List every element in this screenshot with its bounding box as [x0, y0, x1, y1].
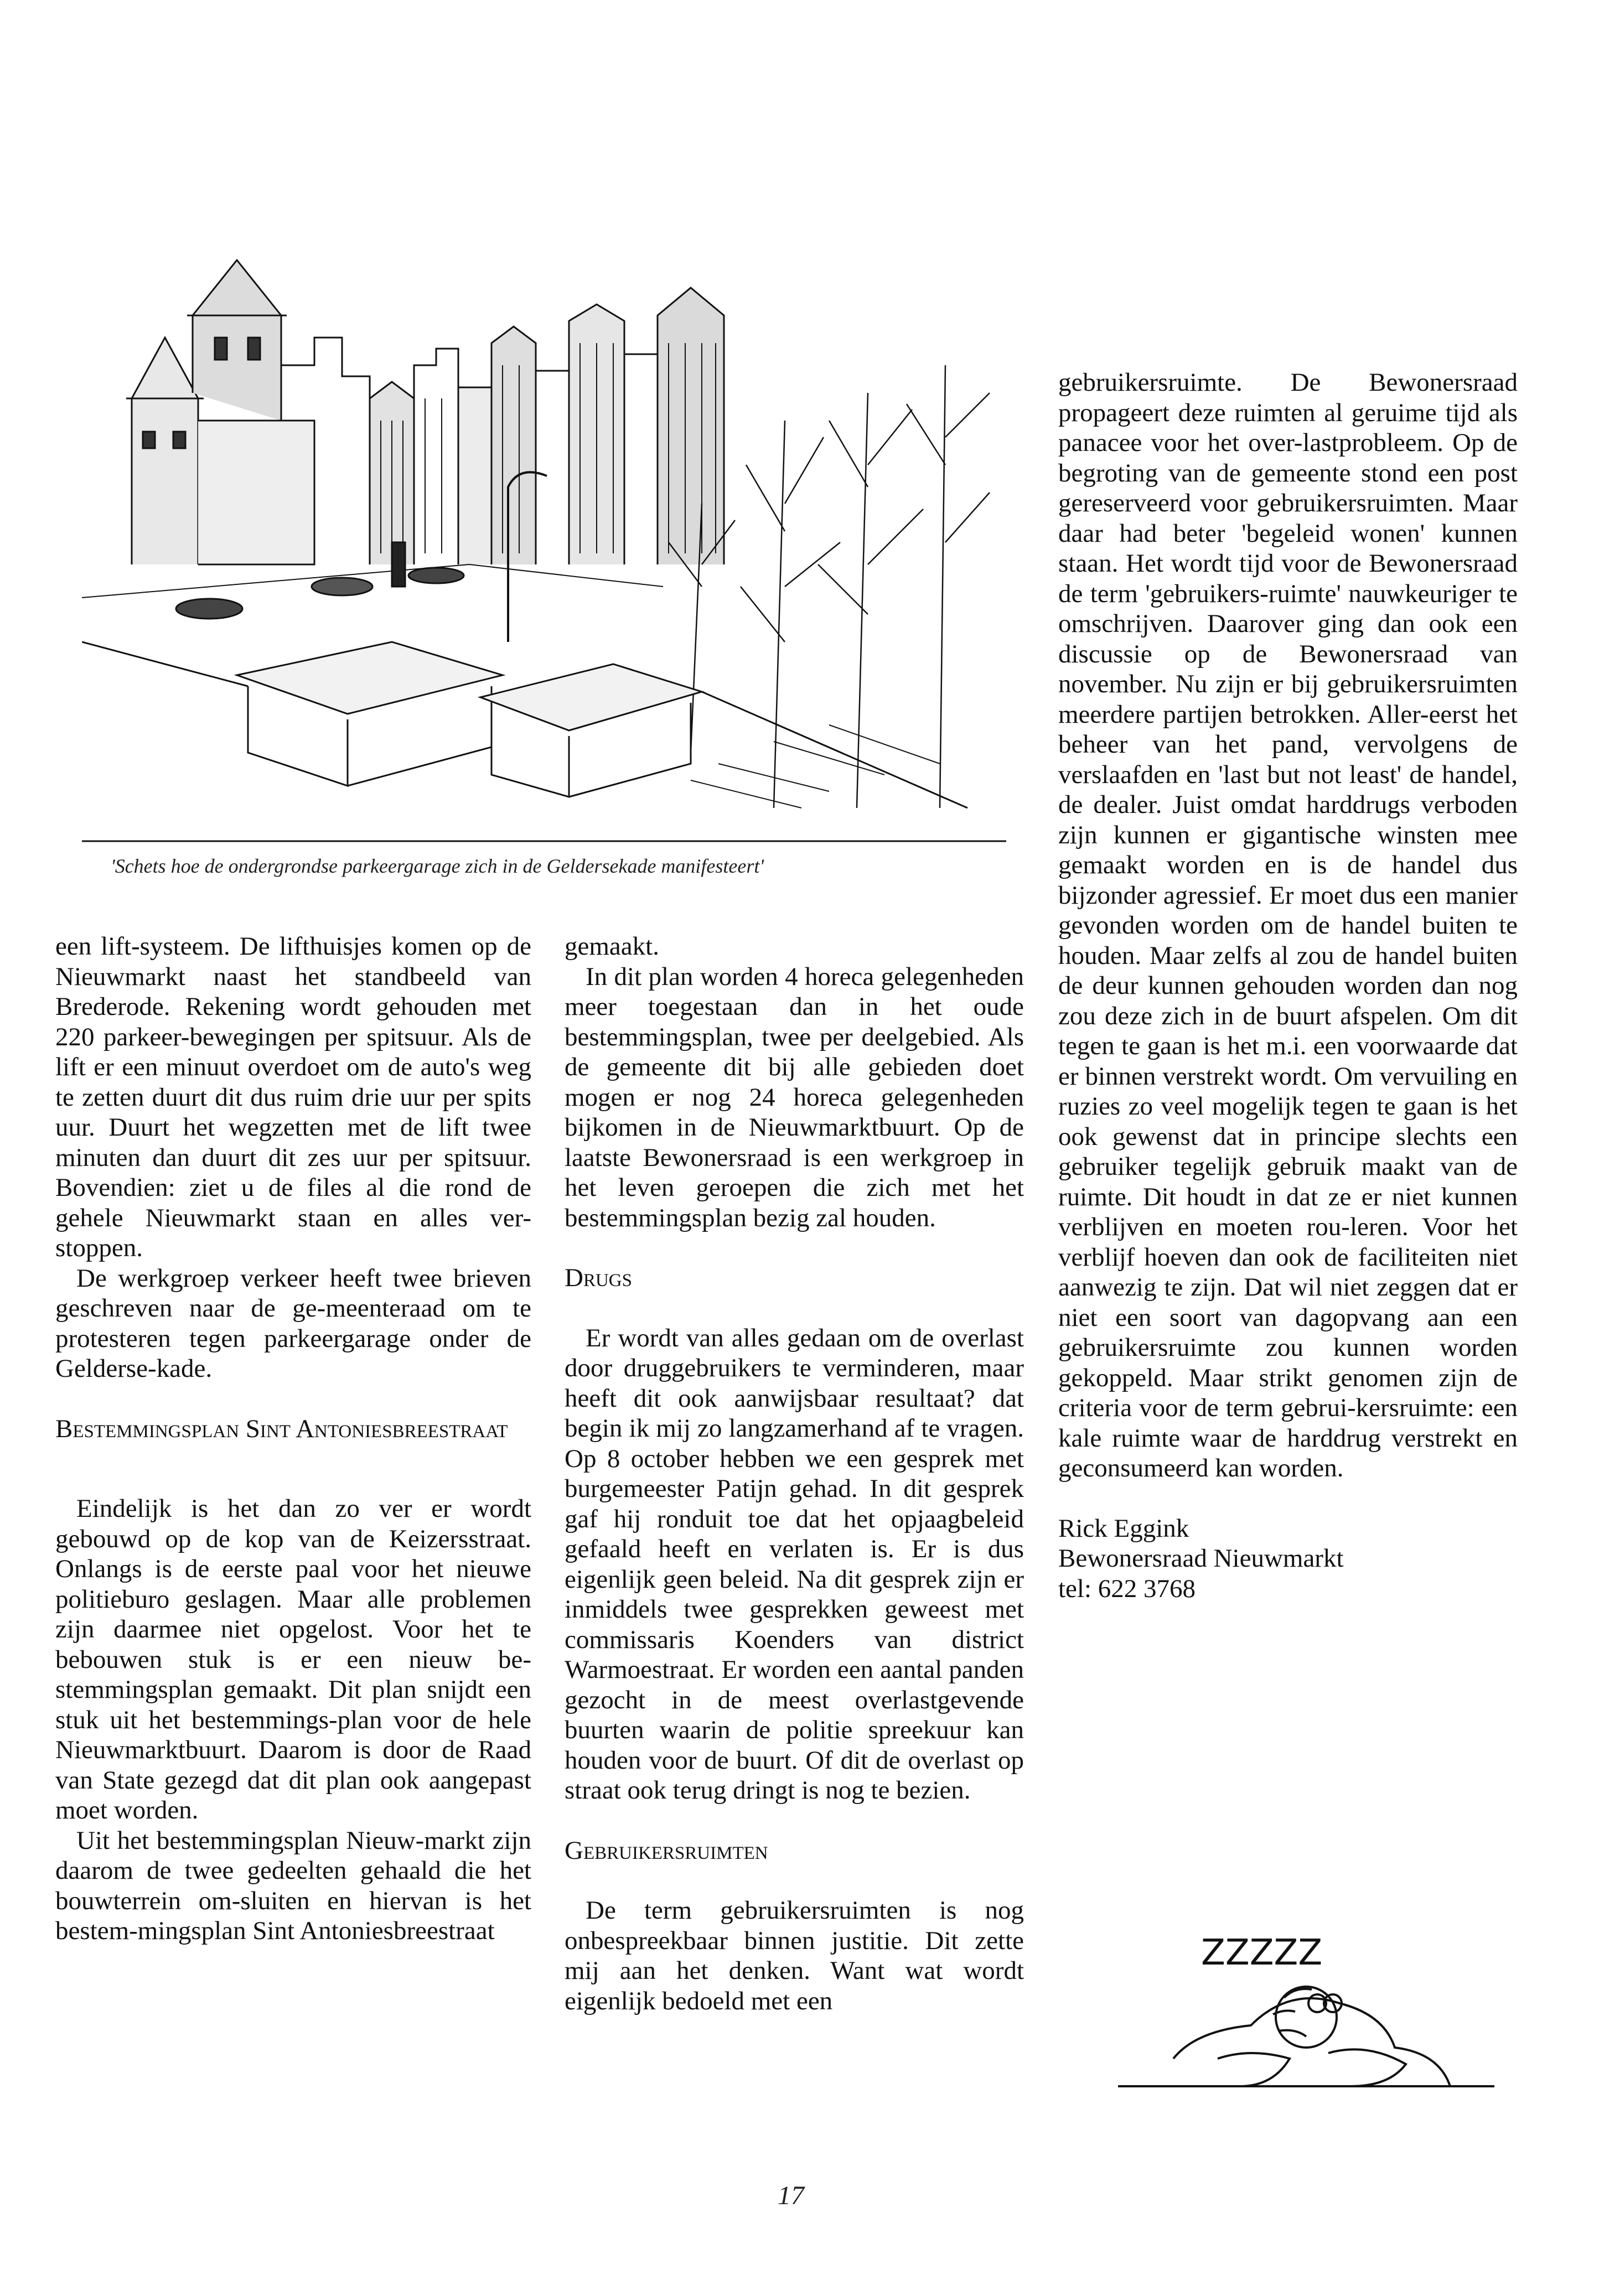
- paragraph: De werkgroep verkeer heeft twee brieven geschreven naar de ge-meenteraad om te protesteren tegen parkeergarage onder de Gelderse-kade.: [55, 1263, 531, 1383]
- signature-phone: tel: 622 3768: [1058, 1574, 1196, 1603]
- signature: [1058, 1514, 1518, 1604]
- left-column: [55, 931, 531, 1946]
- paragraph: Er wordt van alles gedaan om de overlast door druggebruikers te verminderen, maar heeft dit ook aanwijsbaar resultaat? dat begin ik mij zo langzamerhand af te vragen. Op 8 october hebben we een gesprek met burgemeester Patijn gehad. In dit gesprek gaf hij ronduit toe dat het opjaagbeleid gefaald heeft en verlaten is. Er is dus eigenlijk geen beleid. Na dit gesprek zijn er inmiddels twee gesprekken geweest met commissaris Koenders van district Warmoestraat. Er worden een aantal panden gezocht in de meest overlastgevende buurten waarin de politie spreekuur kan houden voor de buurt. Of dit de overlast op straat ook terug dringt is nog te bezien.: [565, 1323, 1024, 1805]
- sleeping-figure-icon: [1107, 1920, 1505, 2119]
- page-number: 17: [778, 2181, 804, 2210]
- paragraph: gebruikersruimte. De Bewonersraad propageert deze ruimten al geruime tijd als panacee voor het over-lastprobleem. Op de begroting van de gemeente stond een post gereserveerd voor gebruikersruimten. Maar daar had beter 'begeleid wonen' kunnen staan. Het wordt tijd voor de Bewonersraad de term 'gebruikers-ruimte' nauwkeuriger te omschrijven. Daarover ging dan ook een discussie op de Bewonersraad van november. Nu zijn er bij gebruikersruimten meerdere partijen betrokken. Aller-eerst het beheer van het pand, vervolgens de verslaafden en 'last but not least' de handel, de dealer. Juist omdat harddrugs verboden zijn kunnen er gigantische winsten mee gemaakt worden en is de handel dus bijzonder agressief. Er moet dus een manier gevonden worden om de handel buiten te houden. Maar zelfs al zou de handel buiten de deur kunnen gehouden worden dan nog zou deze zich in de buurt afspelen. Om dit tegen te gaan is het m.i. een voorwaarde dat er binnen verstrekt wordt. Om vervuiling en ruzies zo veel mogelijk tegen te gaan is het ook gewenst dat in principe slechts een gebruiker tegelijk gebruik maakt van de ruimte. Dit houdt in dat ze er niet kunnen verblijven en moeten rou-leren. Voor het verblijf hoeven dan ook de faciliteiten niet aanwezig te zijn. Dat wil niet zeggen dat er niet een soort van dagopvang aan een gebruikersruimte zou kunnen worden gekoppeld. Maar strikt genomen zijn de criteria voor de term gebrui-kersruimte: een kale ruimte waar de harddrug verstrekt en geconsumeerd kan worden.: [1058, 368, 1518, 1483]
- middle-column: [565, 931, 1024, 2016]
- right-column: [1058, 367, 1518, 1604]
- signature-organisation: Bewonersraad Nieuwmarkt: [1058, 1544, 1344, 1573]
- zzz-text: ZZZZZ: [1201, 1932, 1323, 1973]
- paragraph: De term gebruikersruimten is nog onbespreekbaar binnen justitie. Dit zette mij aan het denken. Want wat wordt eigenlijk bedoeld met een: [565, 1896, 1024, 2015]
- signature-name: Rick Eggink: [1058, 1514, 1189, 1543]
- paragraph: In dit plan worden 4 horeca gelegenheden meer toegestaan dan in het oude bestemmingsplan, twee per deelgebied. Als de gemeente dit bij alle gebieden doet mogen er nog 24 horeca gelegenheden bijkomen in de Nieuwmarktbuurt. Op de laatste Bewonersraad is een werkgroep in het leven geroepen die zich met het bestemmingsplan bezig zal houden.: [565, 962, 1024, 1232]
- figure-caption: 'Schets hoe de ondergrondse parkeergarage zich in de Geldersekade manifesteert': [111, 855, 764, 877]
- paragraph: Eindelijk is het dan zo ver er wordt gebouwd op de kop van de Keizersstraat. Onlangs is de eerste paal voor het nieuwe politieburo geslagen. Maar alle problemen zijn daarmee niet opgelost. Voor het te bebouwen stuk is er een nieuw be-stemmingsplan gemaakt. Dit plan snijdt een stuk uit het bestemmings-plan voor de hele Nieuwmarktbuurt. Daarom is door de Raad van State gezegd dat dit plan ook aangepast moet worden.: [55, 1494, 531, 1825]
- section-heading: Drugs: [565, 1263, 632, 1292]
- paragraph: gemaakt.: [565, 932, 659, 961]
- section-heading: Gebruikersruimten: [565, 1836, 768, 1865]
- section-heading: Bestemmingsplan Sint Antoniesbreestraat: [55, 1414, 508, 1443]
- paragraph: Uit het bestemmingsplan Nieuw-markt zijn daarom de twee gedeelten gehaald die het bouwterrein om-sluiten en hiervan is het bestem-mingsplan Sint Antoniesbreestraat: [55, 1826, 531, 1945]
- paragraph: een lift-systeem. De lifthuisjes komen op de Nieuwmarkt naast het standbeeld van Brederode. Rekening wordt gehouden met 220 parkeer-bewegingen per spitsuur. Als de lift er een minuut overdoet om de auto's weg te zetten duurt dit dus ruim drie uur per spits uur. Duurt het wegzetten met de lift twee minuten dan duurt dit zes uur per spitsuur. Bovendien: ziet u de files al die rond de gehele Nieuwmarkt staan en alles ver-stoppen.: [55, 932, 531, 1262]
- sketch-illustration: [82, 255, 1006, 852]
